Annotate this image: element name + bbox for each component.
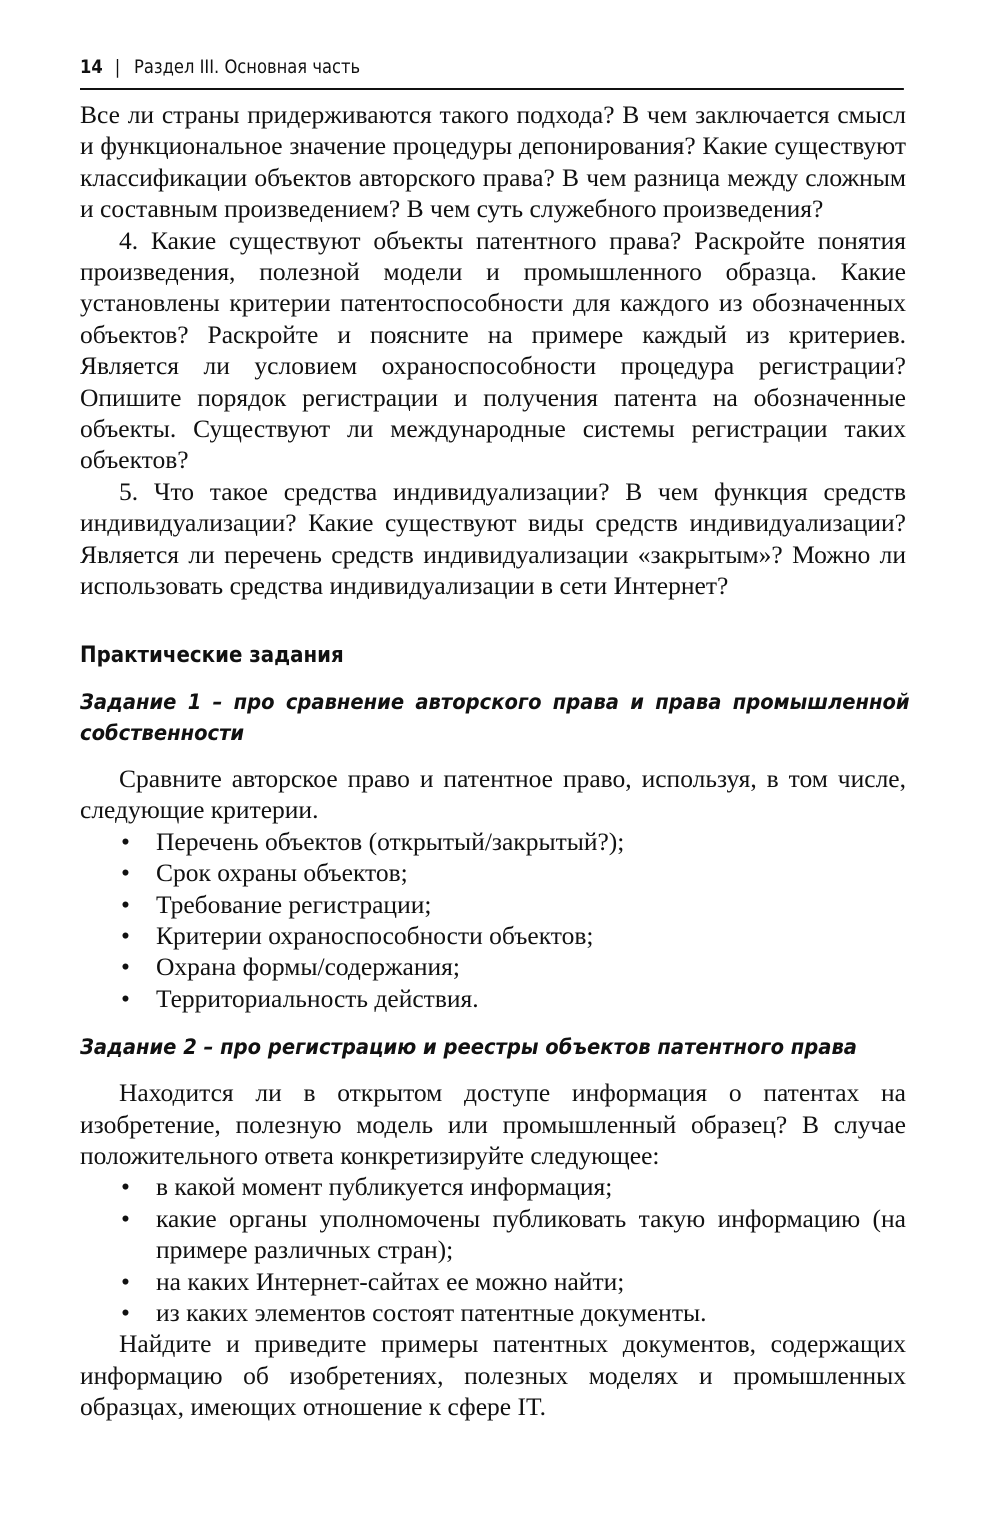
list-item: • Территориальность действия. — [121, 983, 479, 1013]
task-1-criteria-list — [80, 826, 906, 1014]
bullet-icon: • — [121, 983, 130, 1013]
task-2-heading: Задание 2 – про регистрацию и реестры объектов патентного права — [80, 1035, 857, 1060]
list-item: • на каких Интернет-сайтах ее можно найти; — [121, 1266, 625, 1296]
book-page — [80, 52, 910, 1423]
continuation-paragraph: Все ли страны придерживаются такого подхода? В чем заключается смысл и функциональное значение процедуры депонирования? Какие существуют классификации объектов авторского права? В чем разница между сложным и составным произведением? В чем суть служебного произведения? — [80, 100, 906, 224]
bullet-icon: • — [121, 1298, 130, 1327]
task-2-intro: Находится ли в открытом доступе информация о патентах на изобретение, полезную модель или промышленный образец? В случае положительного ответа конкретизируйте следующее: — [80, 1078, 906, 1170]
task-1-heading: Задание 1 – про сравнение авторского права и права промышленной собственности — [80, 689, 910, 745]
task-2-points-list — [80, 1171, 906, 1328]
question-4-paragraph: 4. Какие существуют объекты патентного права? Раскройте понятия произведения, полезной модели и промышленного образца. Какие установлены критерии патентоспособности для каждого из обозначенных объектов? Раскройте и поясните на примере каждый из критериев. Является ли условием охраноспособности процедура регистрации? Опишите порядок регистрации и получения патента на обозначенные объекты. Существуют ли международные системы регистрации таких объектов? — [80, 225, 906, 475]
list-item: • Критерии охраноспособности объектов; — [121, 920, 594, 950]
practical-tasks-heading: Практические задания — [80, 642, 344, 668]
task-1-intro: Сравните авторское право и патентное право, используя, в том числе, следующие критерии. — [80, 763, 906, 825]
list-item: • в какой момент публикуется информация; — [121, 1172, 613, 1202]
running-header — [80, 52, 904, 90]
list-item: • Требование регистрации; — [121, 889, 432, 919]
header-separator: | — [114, 56, 121, 78]
page-body — [80, 99, 910, 1423]
bullet-icon: • — [121, 1203, 130, 1233]
task-2-closing: Найдите и приведите примеры патентных документов, содержащих информацию об изобретениях, полезных моделях и промышленных образцах, имеющих отношение к сфере IT. — [80, 1329, 906, 1422]
bullet-icon: • — [121, 1172, 130, 1202]
question-5-paragraph: 5. Что такое средства индивидуализации? В чем функция средств индивидуализации? Какие существуют виды средств индивидуализации? Является ли перечень средств индивидуализации «закрытым»? Можно ли использовать средства индивидуализации в сети Интернет? — [80, 476, 906, 601]
bullet-icon: • — [121, 889, 130, 919]
list-item: • Охрана формы/содержания; — [121, 952, 460, 982]
page-number: 14 — [80, 56, 103, 78]
section-title: Раздел III. Основная часть — [134, 56, 361, 78]
bullet-icon: • — [121, 858, 130, 888]
bullet-icon: • — [121, 826, 130, 856]
bullet-icon: • — [121, 1266, 130, 1296]
bullet-icon: • — [121, 920, 130, 950]
bullet-icon: • — [121, 952, 130, 982]
list-item: • Срок охраны объектов; — [121, 858, 408, 888]
list-item: • какие органы уполномочены публиковать такую информацию (на примере различных стран); — [121, 1203, 906, 1265]
list-item: • из каких элементов состоят патентные документы. — [121, 1298, 707, 1327]
list-item: • Перечень объектов (открытый/закрытый?); — [121, 826, 625, 856]
